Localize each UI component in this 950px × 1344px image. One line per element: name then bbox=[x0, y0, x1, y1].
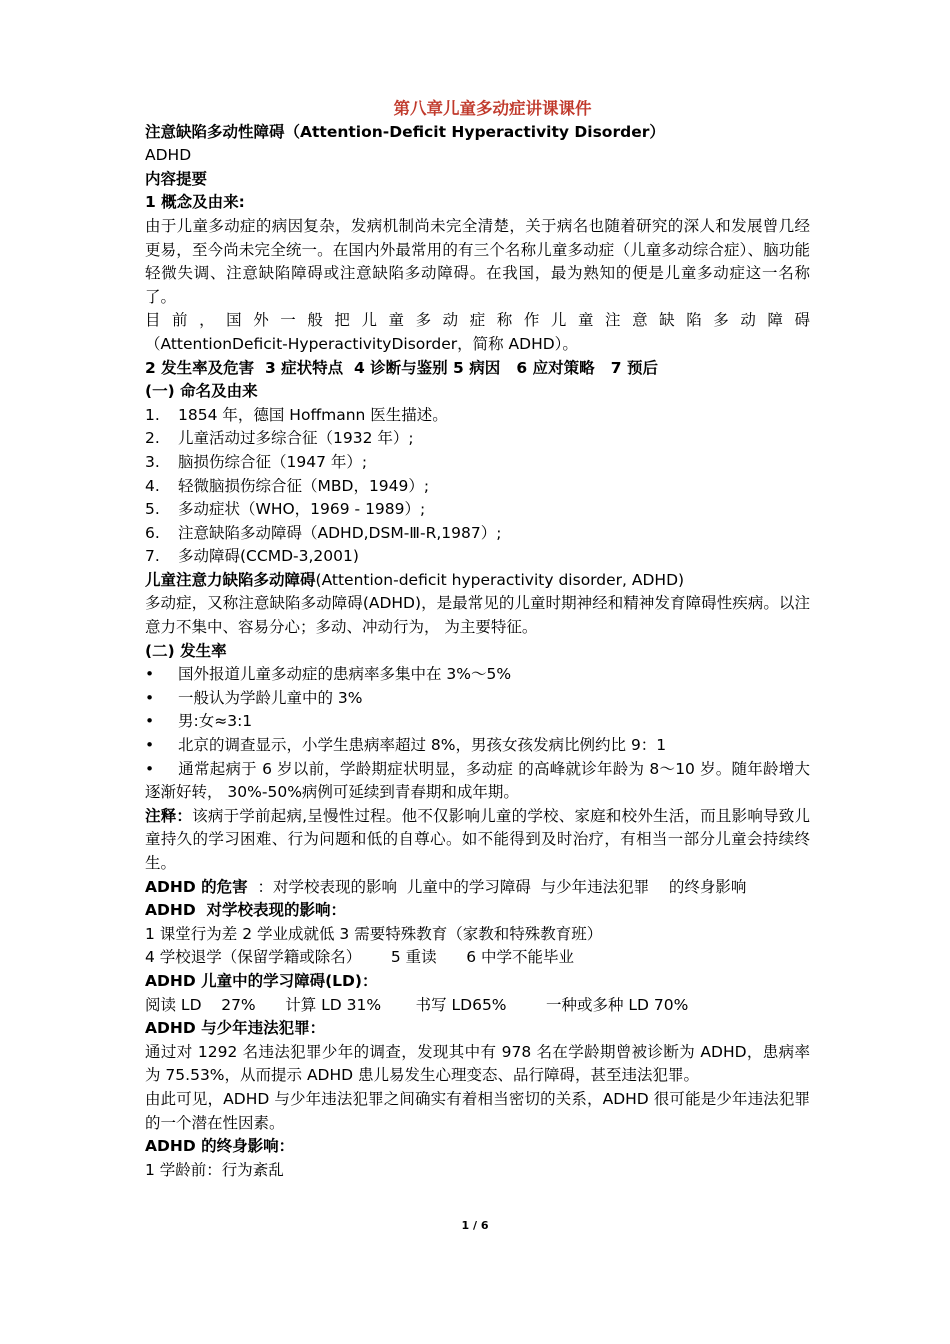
document-title: 第八章儿童多动症讲课课件 bbox=[393, 99, 592, 118]
section-1-paragraph-2-line-2: （AttentionDeficit-HyperactivityDisorder，简称 ADHD）。 bbox=[145, 334, 578, 353]
note-paragraph bbox=[145, 805, 810, 876]
harm-label: ADHD 的危害 bbox=[145, 877, 248, 896]
note-label: 注释： bbox=[145, 806, 193, 825]
section-1-paragraph-2-line-1: 目 前 ， 国 外 一 般 把 儿 童 多 动 症 称 作 儿 童 注 意 缺 陷 多 动 障 碍 bbox=[145, 311, 811, 330]
bullet-dot: • bbox=[145, 736, 155, 755]
naming-heading: (一) 命名及由来 bbox=[145, 382, 258, 401]
bullet-item bbox=[145, 710, 810, 734]
list-text: 脑损伤综合征（1947 年）; bbox=[178, 452, 368, 471]
list-text: 多动障碍(CCMD-3,2001) bbox=[178, 547, 359, 566]
crime-paragraph-2: 由此可见，ADHD 与少年违法犯罪之间确实有着相当密切的关系，ADHD 很可能是少年违法犯罪的一个潜在性因素。 bbox=[145, 1089, 810, 1132]
list-item bbox=[145, 545, 810, 569]
list-item bbox=[145, 475, 810, 499]
list-text: 轻微脑损伤综合征（MBD，1949）; bbox=[178, 476, 430, 495]
definition-line bbox=[145, 569, 810, 593]
prevalence-heading: (二) 发生率 bbox=[145, 641, 227, 660]
definition-paragraph: 多动症，又称注意缺陷多动障碍(ADHD)，是最常见的儿童时期神经和精神发育障碍性疾病。以注意力不集中、容易分心；多动、冲动行为， 为主要特征。 bbox=[145, 594, 810, 637]
crime-paragraph-1: 通过对 1292 名违法犯罪少年的调查，发现其中有 978 名在学龄期曾被诊断为 ADHD，患病率为 75.53%，从而提示 ADHD 患儿易发生心理变态、品行障碍，甚至违法犯罪。 bbox=[145, 1042, 810, 1085]
bullet-item bbox=[145, 687, 810, 711]
naming-list bbox=[145, 404, 810, 569]
list-item bbox=[145, 498, 810, 522]
prevalence-list bbox=[145, 663, 810, 805]
bullet-item-wrapping bbox=[145, 758, 810, 805]
definition-english: (Attention-deficit hyperactivity disorder, ADHD) bbox=[315, 570, 685, 589]
section-1-heading: 1 概念及由来: bbox=[145, 193, 245, 212]
list-item bbox=[145, 404, 810, 428]
list-number: 6. bbox=[145, 523, 160, 542]
outline-heading: 内容提要 bbox=[145, 169, 208, 188]
bullet-text: 通常起病于 6 岁以前，学龄期症状明显，多动症 的高峰就诊年龄为 8～10 岁。随年龄增大逐渐好转， 30%-50%病例可延续到青春期和成年期。 bbox=[145, 759, 810, 802]
crime-heading: ADHD 与少年违法犯罪： bbox=[145, 1019, 326, 1038]
list-number: 2. bbox=[145, 429, 160, 448]
bullet-item bbox=[145, 734, 810, 758]
bullet-dot: • bbox=[145, 712, 155, 731]
bullet-dot: • bbox=[145, 665, 155, 684]
list-number: 1. bbox=[145, 405, 160, 424]
bullet-dot: • bbox=[145, 688, 155, 707]
harm-text: ：对学校表现的影响 儿童中的学习障碍 与少年违法犯罪 的终身影响 bbox=[247, 877, 747, 896]
list-item bbox=[145, 427, 810, 451]
list-number: 7. bbox=[145, 547, 160, 566]
ld-heading: ADHD 儿童中的学习障碍(LD)： bbox=[145, 971, 378, 990]
list-number: 4. bbox=[145, 476, 160, 495]
note-text: 该病于学前起病,呈慢性过程。他不仅影响儿童的学校、家庭和校外生活，而且影响导致儿童持久的学习困难、行为问题和低的自尊心。如不能得到及时治疗，有相当一部分儿童会持续终生。 bbox=[145, 806, 810, 872]
section-1-paragraph: 由于儿童多动症的病因复杂，发病机制尚未完全清楚，关于病名也随着研究的深人和发展曾几经更易，至今尚未完全统一。在国内外最常用的有三个名称儿童多动症（儿童多动综合症）、脑功能轻微失调、注意缺陷障碍或注意缺陷多动障碍。在我国，最为熟知的便是儿童多动症这一名称了。 bbox=[145, 216, 810, 306]
list-text: 注意缺陷多动障碍（ADHD,DSM-Ⅲ-R,1987）; bbox=[178, 523, 502, 542]
list-number: 5. bbox=[145, 500, 160, 519]
bullet-text: 北京的调查显示，小学生患病率超过 8%，男孩女孩发病比例约比 9：1 bbox=[178, 736, 667, 755]
bullet-text: 一般认为学龄儿童中的 3% bbox=[178, 688, 363, 707]
bullet-item bbox=[145, 663, 810, 687]
list-item bbox=[145, 451, 810, 475]
school-line-1: 1 课堂行为差 2 学业成就低 3 需要特殊教育（家教和特殊教育班） bbox=[145, 924, 603, 943]
ld-line: 阅读 LD 27% 计算 LD 31% 书写 LD65% 一种或多种 LD 70% bbox=[145, 995, 689, 1014]
list-text: 多动症状（WHO，1969 - 1989）; bbox=[178, 500, 426, 519]
definition-term: 儿童注意力缺陷多动障碍 bbox=[145, 570, 316, 589]
list-text: 1854 年，德国 Hoffmann 医生描述。 bbox=[178, 405, 448, 424]
bullet-text: 国外报道儿童多动症的患病率多集中在 3%～5% bbox=[178, 665, 512, 684]
subtitle: 注意缺陷多动性障碍（Attention-Deficit Hyperactivity Disorder） bbox=[145, 122, 665, 141]
abbreviation: ADHD bbox=[145, 146, 192, 165]
harm-line bbox=[145, 876, 810, 900]
lifelong-heading: ADHD 的终身影响： bbox=[145, 1137, 295, 1156]
bullet-dot: • bbox=[145, 759, 155, 778]
list-text: 儿童活动过多综合征（1932 年）; bbox=[178, 429, 414, 448]
list-item bbox=[145, 522, 810, 546]
page-content bbox=[145, 97, 810, 1182]
school-line-2: 4 学校退学（保留学籍或除名） 5 重读 6 中学不能毕业 bbox=[145, 948, 574, 967]
lifelong-line-1: 1 学龄前：行为紊乱 bbox=[145, 1160, 284, 1179]
school-heading: ADHD 对学校表现的影响： bbox=[145, 901, 346, 920]
page-number: 1 / 6 bbox=[461, 1219, 489, 1232]
list-number: 3. bbox=[145, 452, 160, 471]
bullet-text: 男:女≈3:1 bbox=[178, 712, 253, 731]
outline-line: 2 发生率及危害 3 症状特点 4 诊断与鉴别 5 病因 6 应对策略 7 预后 bbox=[145, 358, 658, 377]
